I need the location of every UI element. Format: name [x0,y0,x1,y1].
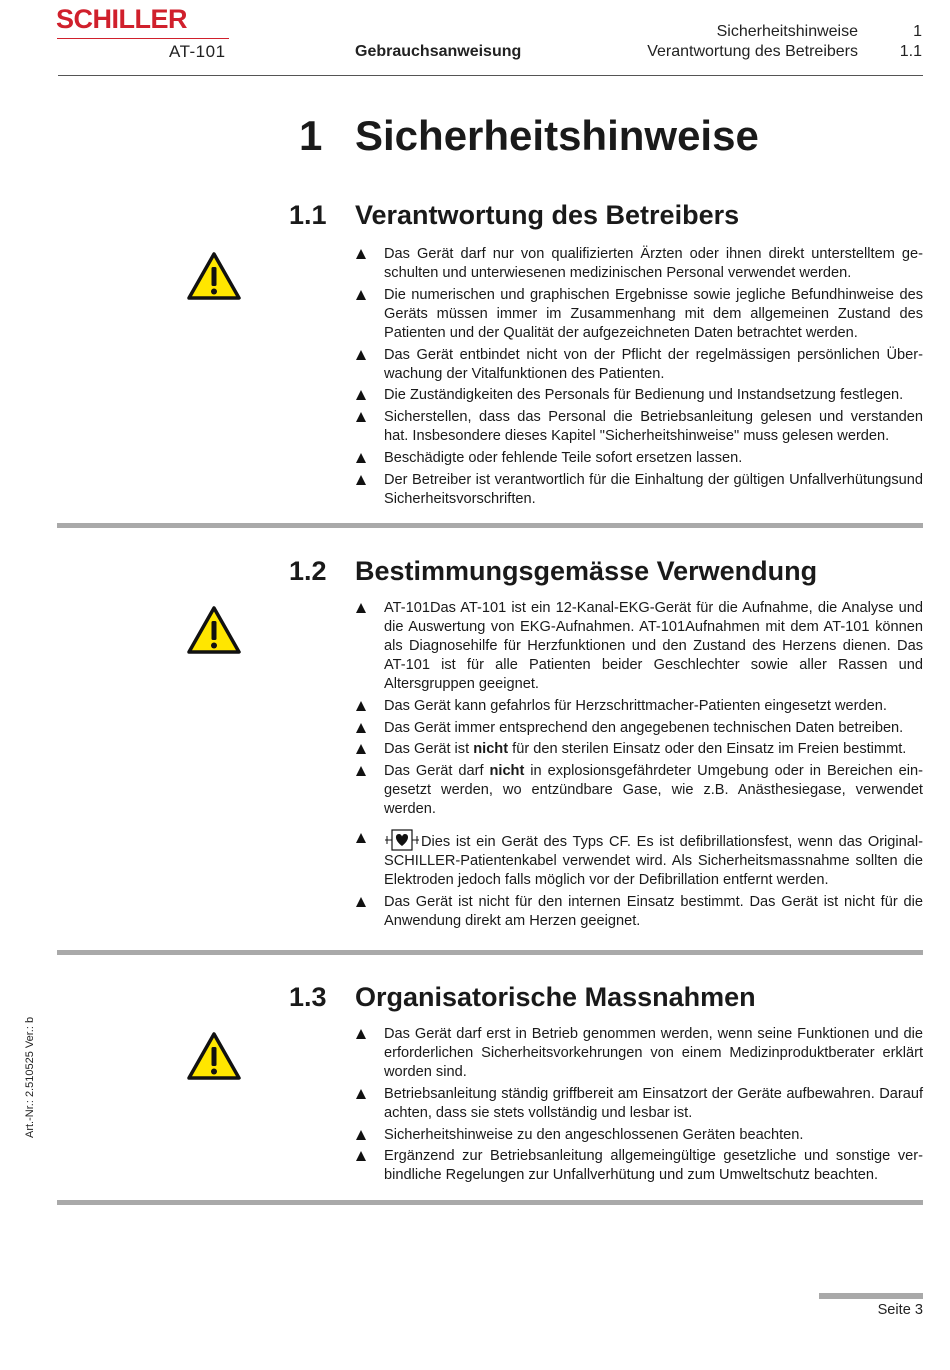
bullet-triangle-icon [356,390,366,400]
bullet-triangle-icon [356,1130,366,1140]
bullet-triangle-icon [356,453,366,463]
bullet-triangle-icon [356,897,366,907]
section-title: Bestimmungsgemässe Verwendung [355,556,818,586]
header-chapter-title: Sicherheitshinweise [716,23,858,40]
brand-logo: SCHILLER [56,4,187,34]
section-number: 1.1 [289,200,327,230]
list-item: Beschädigte oder fehlende Teile sofort ersetzen lassen. [356,449,923,468]
bullet-triangle-icon [356,723,366,733]
warning-triangle-icon [186,605,242,655]
section-separator [57,523,923,528]
cf-defibrillation-heart-icon [384,829,420,851]
header-section-number: 1.1 [899,43,922,60]
bullet-triangle-icon [356,350,366,360]
section-title: Verantwortung des Betreibers [355,200,740,230]
bullet-list [356,599,923,934]
bullet-triangle-icon [356,744,366,754]
header-section-title: Verantwortung des Betreibers [647,43,858,60]
section-separator [57,1200,923,1205]
chapter-number: 1 [299,112,323,159]
list-item: AT-101Das AT-101 ist ein 12-Kanal-EKG-Gerät für die Aufnahme, die Analyse und die Auswertung von EKG-Aufnahmen. AT-101Aufnahmen mit dem AT-101 können als Diagnosehilfe für Herzfunktionen und den Zustand des Herzens dienen. Das AT-101 ist für alle Patienten beider Geschlechter sowie aller Rassen und Altersgruppen geeignet. [356,599,923,694]
list-item: Die Zuständigkeiten des Personals für Bedienung und Instandsetzung festlegen. [356,386,923,405]
bullet-triangle-icon [356,1089,366,1099]
document-type: Gebrauchsanweisung [355,43,522,60]
section-title: Organisatorische Massnahmen [355,982,756,1012]
device-model: AT-101 [169,42,226,61]
list-item: Das Gerät ist nicht für den internen Einsatz bestimmt. Das Gerät ist nicht für die Anwendung direkt am Herzen geeignet. [356,893,923,931]
list-item: Die numerischen und graphischen Ergebnisse sowie jegliche Befundhinweise des Geräts müssen immer im Zusammenhang mit dem allgemeinen Zustand des Patienten und der Qualität der aufgezeichneten Daten betrachtet werden. [356,286,923,343]
footer-bar [819,1293,923,1299]
bullet-list [356,1025,923,1188]
list-item: Das Gerät darf nicht in explosionsgefährdeter Umgebung oder in Bereichen eingesetzt werden, wo entzündbare Gase, wie z.B. Anästhesiegase, verwendet werden. [356,762,923,819]
bullet-triangle-icon [356,603,366,613]
bullet-triangle-icon [356,249,366,259]
bullet-triangle-icon [356,412,366,422]
list-item: Das Gerät darf erst in Betrieb genommen werden, wenn seine Funktionen und die erforderlichen Sicherheitsvorkehrungen von einem Medizinproduktberater erklärt worden sind. [356,1025,923,1082]
list-item: Betriebsanleitung ständig griffbereit am Einsatzort der Geräte aufbewahren. Darauf achten, dass sie stets vollständig und lesbar ist. [356,1085,923,1123]
bullet-triangle-icon [356,290,366,300]
header-chapter-number: 1 [913,23,922,40]
list-item: Der Betreiber ist verantwortlich für die Einhaltung der gültigen Unfallverhütungsund Sicherheitsvorschriften. [356,471,923,509]
brand-underline [57,38,229,39]
list-item: Das Gerät ist nicht für den sterilen Einsatz oder den Einsatz im Freien bestimmt. [356,740,923,759]
chapter-title: Sicherheitshinweise [355,112,759,159]
list-item: Ergänzend zur Betriebsanleitung allgemeingültige gesetzliche und sonstige verbindliche Regelungen zur Unfallverhütung und zum Umweltschutz beachten. [356,1147,923,1185]
warning-triangle-icon [186,1031,242,1081]
list-item: Sicherheitshinweise zu den angeschlossenen Geräten beachten. [356,1126,923,1145]
section-number: 1.3 [289,982,327,1012]
bullet-triangle-icon [356,766,366,776]
article-number: Art.-Nr.: 2.510525 Ver.: b [24,1016,36,1138]
list-item: Das Gerät darf nur von qualifizierten Ärzten oder ihnen direkt unterstelltem geschulten und unterwiesenen medizinischen Personal verwendet werden. [356,245,923,283]
bullet-triangle-icon [356,1029,366,1039]
list-item: Das Gerät entbindet nicht von der Pflicht der regelmässigen persönlichen Überwachung der Vitalfunktionen des Patienten. [356,346,923,384]
bullet-triangle-icon [356,475,366,485]
list-item: Sicherstellen, dass das Personal die Betriebsanleitung gelesen und verstanden hat. Insbesondere dieses Kapitel "Sicherheitshinweise" muss gelesen werden. [356,408,923,446]
section-number: 1.2 [289,556,327,586]
bullet-list [356,245,923,512]
section-separator [57,950,923,955]
page-number: Seite 3 [877,1302,923,1318]
list-item: Dies ist ein Gerät des Typs CF. Es ist defibrillationsfest, wenn das Original-SCHILLER-Patientenkabel verwendet wird. Als Sicherheitsmassnahme sollten die Elektroden jedoch falls möglich vor der Defibrillation entfernt werden. [356,829,923,890]
bullet-triangle-icon [356,833,366,843]
warning-triangle-icon [186,251,242,301]
header-divider [58,75,923,76]
bullet-triangle-icon [356,701,366,711]
list-item: Das Gerät kann gefahrlos für Herzschrittmacher-Patienten eingesetzt werden. [356,697,923,716]
bullet-triangle-icon [356,1151,366,1161]
list-item: Das Gerät immer entsprechend den angegebenen technischen Daten betreiben. [356,719,923,738]
